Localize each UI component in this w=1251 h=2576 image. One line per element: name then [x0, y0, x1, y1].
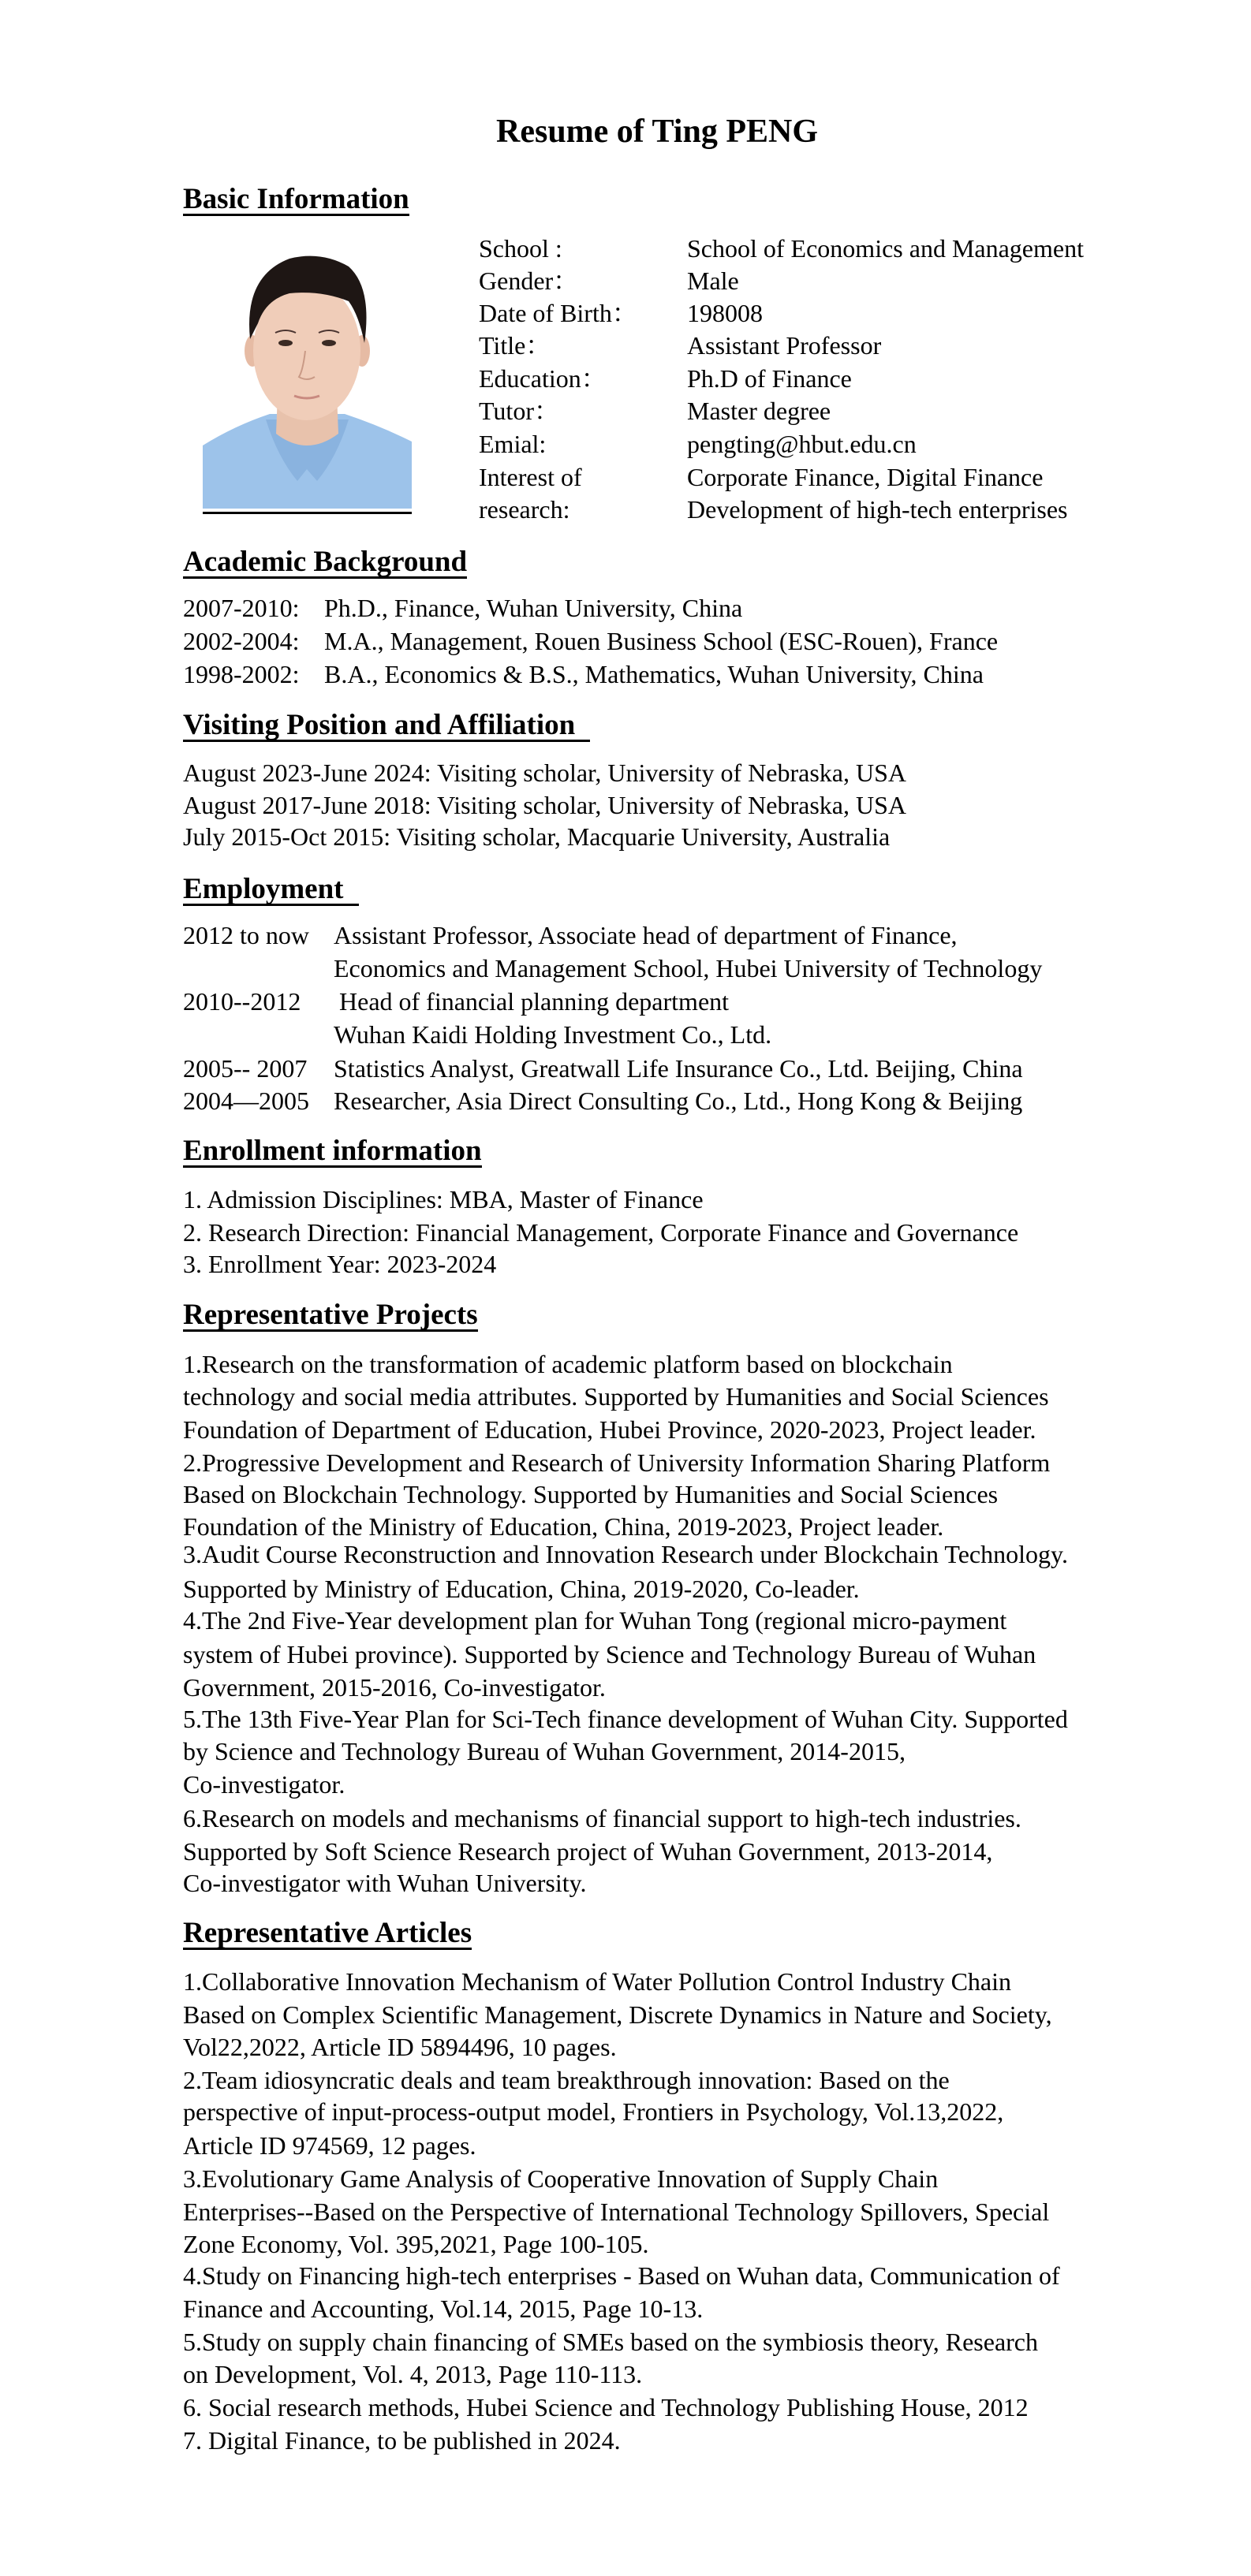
- value-email[interactable]: pengting@hbut.edu.cn: [687, 430, 917, 458]
- project-line: 1.Research on the transformation of academic platform based on blockchain: [183, 1350, 953, 1378]
- article-line: perspective of input-process-output model, Frontiers in Psychology, Vol.13,2022,: [183, 2097, 1004, 2126]
- value-interest: Corporate Finance, Digital Finance: [687, 463, 1044, 491]
- project-line: 6.Research on models and mechanisms of financial support to high-tech industries.: [183, 1804, 1021, 1832]
- article-line: Enterprises--Based on the Perspective of International Technology Spillovers, Special: [183, 2198, 1050, 2226]
- article-line: Finance and Accounting, Vol.14, 2015, Page 10-13.: [183, 2295, 704, 2323]
- project-line: Foundation of Department of Education, Hubei Province, 2020-2023, Project leader.: [183, 1415, 1036, 1444]
- project-line: 2.Progressive Development and Research of University Information Sharing Platform: [183, 1448, 1051, 1477]
- visiting-row: August 2017-June 2018: Visiting scholar, University of Nebraska, USA: [183, 791, 906, 819]
- employment-detail: Assistant Professor, Associate head of department of Finance,: [334, 921, 958, 949]
- article-line: 3.Evolutionary Game Analysis of Cooperative Innovation of Supply Chain: [183, 2164, 939, 2193]
- enrollment-row: 3. Enrollment Year: 2023-2024: [183, 1250, 497, 1278]
- section-heading-projects: Representative Projects: [183, 1299, 478, 1331]
- article-line: 2.Team idiosyncratic deals and team breakthrough innovation: Based on the: [183, 2066, 950, 2094]
- employment-period: 2004—2005: [183, 1087, 309, 1115]
- project-line: 5.The 13th Five-Year Plan for Sci-Tech finance development of Wuhan City. Supported: [183, 1705, 1068, 1733]
- value-date-of-birth: 198008: [687, 299, 763, 327]
- photo-underline: [203, 512, 412, 514]
- value-gender: Male: [687, 267, 739, 295]
- enrollment-row: 1. Admission Disciplines: MBA, Master of Finance: [183, 1185, 704, 1213]
- employment-detail: Wuhan Kaidi Holding Investment Co., Ltd.: [334, 1020, 772, 1049]
- project-line: 3.Audit Course Reconstruction and Innovation Research under Blockchain Technology.: [183, 1540, 1068, 1568]
- article-line: Vol22,2022, Article ID 5894496, 10 pages.: [183, 2033, 617, 2061]
- article-line: 7. Digital Finance, to be published in 2024.: [183, 2426, 621, 2455]
- label-date-of-birth: Date of Birth：: [479, 299, 637, 327]
- label-title: Title：: [479, 331, 551, 360]
- project-line: system of Hubei province). Supported by Science and Technology Bureau of Wuhan: [183, 1640, 1036, 1668]
- academic-detail: Ph.D., Finance, Wuhan University, China: [324, 594, 743, 622]
- project-line: Supported by Soft Science Research project of Wuhan Government, 2013-2014,: [183, 1837, 993, 1866]
- project-line: 4.The 2nd Five-Year development plan for Wuhan Tong (regional micro-payment: [183, 1606, 1007, 1635]
- article-line: Zone Economy, Vol. 395,2021, Page 100-105.: [183, 2230, 649, 2258]
- employment-detail: Researcher, Asia Direct Consulting Co., Ltd., Hong Kong & Beijing: [334, 1087, 1023, 1115]
- employment-period: 2010--2012: [183, 987, 301, 1016]
- label-school: School :: [479, 234, 562, 263]
- label-tutor: Tutor：: [479, 397, 559, 425]
- academic-period: 2007-2010:: [183, 594, 300, 622]
- academic-period: 1998-2002:: [183, 660, 300, 688]
- value-title: Assistant Professor: [687, 331, 882, 360]
- visiting-row: July 2015-Oct 2015: Visiting scholar, Macquarie University, Australia: [183, 822, 891, 851]
- value-research: Development of high-tech enterprises: [687, 495, 1068, 524]
- value-school: School of Economics and Management: [687, 234, 1084, 263]
- employment-detail: Head of financial planning department: [339, 987, 730, 1016]
- employment-detail: Statistics Analyst, Greatwall Life Insurance Co., Ltd. Beijing, China: [334, 1054, 1023, 1083]
- academic-detail: B.A., Economics & B.S., Mathematics, Wuhan University, China: [324, 660, 984, 688]
- project-line: Foundation of the Ministry of Education, China, 2019-2023, Project leader.: [183, 1512, 944, 1541]
- project-line: Based on Blockchain Technology. Supported by Humanities and Social Sciences: [183, 1480, 999, 1508]
- project-line: by Science and Technology Bureau of Wuhan Government, 2014-2015,: [183, 1737, 906, 1765]
- project-line: Government, 2015-2016, Co-investigator.: [183, 1673, 606, 1702]
- value-education: Ph.D of Finance: [687, 364, 852, 393]
- label-interest: Interest of: [479, 463, 582, 491]
- section-heading-articles: Representative Articles: [183, 1917, 472, 1949]
- academic-period: 2002-2004:: [183, 627, 300, 655]
- label-education: Education：: [479, 364, 607, 393]
- article-line: 6. Social research methods, Hubei Science and Technology Publishing House, 2012: [183, 2393, 1029, 2421]
- section-heading-employment: Employment: [183, 874, 359, 906]
- value-tutor: Master degree: [687, 397, 831, 425]
- portrait-photo: [203, 244, 412, 509]
- visiting-row: August 2023-June 2024: Visiting scholar, University of Nebraska, USA: [183, 759, 906, 787]
- page-title: Resume of Ting PENG: [496, 114, 818, 150]
- enrollment-row: 2. Research Direction: Financial Management, Corporate Finance and Governance: [183, 1218, 1019, 1247]
- article-line: 4.Study on Financing high-tech enterprises - Based on Wuhan data, Communication of: [183, 2261, 1060, 2290]
- label-email: Emial:: [479, 430, 547, 458]
- employment-period: 2012 to now: [183, 921, 309, 949]
- section-heading-academic-background: Academic Background: [183, 546, 468, 578]
- article-line: 5.Study on supply chain financing of SMEs based on the symbiosis theory, Research: [183, 2328, 1038, 2356]
- project-line: Supported by Ministry of Education, China, 2019-2020, Co-leader.: [183, 1575, 860, 1603]
- employment-period: 2005-- 2007: [183, 1054, 308, 1083]
- project-line: Co-investigator with Wuhan University.: [183, 1869, 587, 1897]
- project-line: technology and social media attributes. Supported by Humanities and Social Sciences: [183, 1382, 1049, 1411]
- label-research: research:: [479, 495, 570, 524]
- employment-detail: Economics and Management School, Hubei University of Technology: [334, 954, 1043, 982]
- article-line: on Development, Vol. 4, 2013, Page 110-113.: [183, 2360, 643, 2388]
- article-line: Based on Complex Scientific Management, Discrete Dynamics in Nature and Society,: [183, 2000, 1052, 2029]
- section-heading-visiting-position: Visiting Position and Affiliation: [183, 710, 590, 742]
- label-gender: Gender：: [479, 267, 579, 295]
- article-line: Article ID 974569, 12 pages.: [183, 2131, 476, 2160]
- section-heading-basic-information: Basic Information: [183, 183, 409, 215]
- section-heading-enrollment: Enrollment information: [183, 1135, 482, 1167]
- article-line: 1.Collaborative Innovation Mechanism of Water Pollution Control Industry Chain: [183, 1967, 1012, 1996]
- project-line: Co-investigator.: [183, 1770, 345, 1799]
- academic-detail: M.A., Management, Rouen Business School (ESC-Rouen), France: [324, 627, 999, 655]
